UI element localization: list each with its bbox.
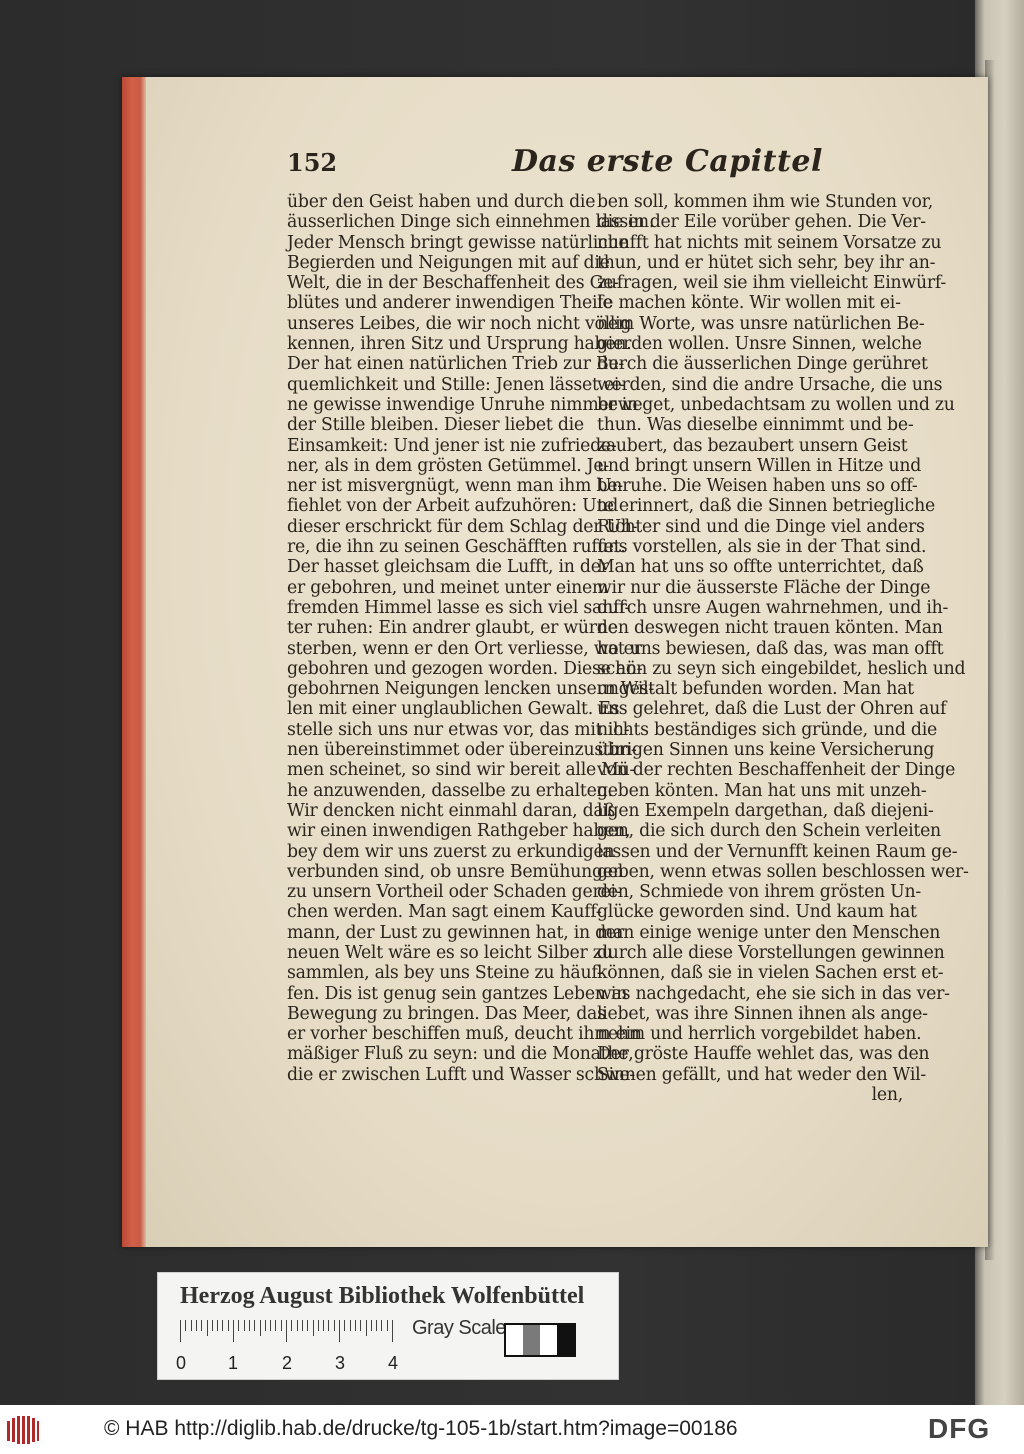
ruler-tick [191, 1320, 192, 1331]
text-line: mäßiger Fluß zu seyn: und die Monathe, [287, 1044, 634, 1065]
ruler-tick [270, 1320, 271, 1331]
text-line: gebohrnen Neigungen lencken unsern Wil- [287, 679, 654, 700]
ruler-tick [228, 1320, 229, 1331]
text-line: kennen, ihren Sitz und Ursprung haben. [287, 334, 632, 355]
page-header [287, 142, 847, 182]
text-line: durch alle diese Vorstellungen gewinnen [597, 942, 945, 963]
ruler-digit: 1 [228, 1353, 239, 1373]
text-line: men scheinet, so sind wir bereit alle Mü- [287, 760, 636, 781]
ruler-tick [318, 1320, 319, 1331]
text-line: bey dem wir uns zuerst zu erkundigen [287, 841, 615, 862]
text-line: len mit einer unglaublichen Gewalt. Es [287, 699, 620, 720]
ruler-tick [344, 1320, 345, 1331]
red-page-edge [122, 77, 148, 1247]
ruler-tick [281, 1320, 282, 1331]
text-line: glücke geworden sind. Und kaum hat [597, 902, 917, 923]
text-line: sterben, wenn er den Ort verliesse, wo er [287, 638, 642, 659]
text-line: liebet, was ihre Sinnen ihnen als ange- [597, 1003, 928, 1024]
grayscale-label: Gray Scale [412, 1317, 506, 1339]
ruler-tick [260, 1320, 261, 1336]
text-line: thun, und er hütet sich sehr, bey ihr an- [597, 252, 936, 273]
ruler-tick [350, 1320, 351, 1331]
text-line: chen werden. Man sagt einem Kauff- [287, 902, 602, 923]
text-line: über den Geist haben und durch die [287, 192, 596, 212]
text-line: äusserlichen Dinge sich einnehmen lassen. [287, 212, 655, 233]
ruler-tick [180, 1320, 181, 1342]
text-line: ben soll, kommen ihm wie Stunden vor, [597, 192, 934, 212]
text-line: verbunden sind, ob unsre Bemühungen [287, 861, 624, 882]
text-line: Welt, die in der Beschaffenheit des Ge- [287, 273, 619, 294]
text-line: unseres Leibes, die wir noch nicht völlig [287, 313, 632, 334]
text-line: beweget, unbedachtsam zu wollen und zu [597, 394, 955, 415]
ruler-tick [334, 1320, 335, 1331]
text-line: Unruhe. Die Weisen haben uns so off- [597, 476, 918, 497]
text-line: zu unsern Vortheil oder Schaden gerei- [287, 882, 622, 903]
text-line: geben könten. Man hat uns mit unzeh- [597, 780, 927, 801]
text-line: gierden wollen. Unsre Sinnen, welche [597, 334, 922, 355]
text-line: ungestalt befunden worden. Man hat [597, 679, 914, 700]
gray-white [506, 1325, 523, 1355]
ruler-digit: 2 [282, 1353, 293, 1373]
ruler-tick [233, 1320, 234, 1342]
text-line: durch unsre Augen wahrnehmen, und ih- [597, 597, 949, 618]
text-line: re, die ihn zu seinen Geschäfften ruffet. [287, 537, 626, 558]
text-line: von der rechten Beschaffenheit der Dinge [597, 760, 956, 781]
ruler-tick [207, 1320, 208, 1336]
ruler-tick [381, 1320, 382, 1331]
text-line: Einsamkeit: Und jener ist nie zufriede- [287, 435, 617, 456]
text-line: lassen und der Vernunfft keinen Raum ge- [597, 841, 958, 862]
text-line: er gebohren, und meinet unter einem [287, 577, 609, 598]
text-line: Sinnen gefällt, und hat weder den Wil- [597, 1064, 926, 1085]
text-line: übrigen Sinnen uns keine Versicherung [597, 740, 935, 761]
page-number: 152 [287, 148, 338, 177]
text-column-left [287, 192, 655, 1085]
text-line: ner, als in dem grösten Getümmel. Je- [287, 455, 609, 476]
text-line: gen, die sich durch den Schein verleiten [597, 821, 941, 842]
text-line: fremden Himmel lasse es sich viel sanff- [287, 597, 631, 618]
gray-black [557, 1325, 574, 1355]
text-line: und bringt unsern Willen in Hitze und [597, 455, 922, 476]
text-line: hat uns bewiesen, daß das, was man offt [597, 638, 944, 659]
text-line: der Stille bleiben. Dieser liebet die [287, 415, 584, 436]
ruler-tick [328, 1320, 329, 1331]
ruler-tick [254, 1320, 255, 1331]
footer-bar [0, 1405, 1024, 1454]
text-line: werden, sind die andre Ursache, die uns [597, 374, 943, 395]
text-line: Begierden und Neigungen mit auf die [287, 252, 610, 273]
ruler-scale [180, 1320, 390, 1342]
text-line: fe machen könte. Wir wollen mit ei- [597, 293, 901, 314]
text-line: Der gröste Hauffe wehlet das, was den [597, 1044, 930, 1065]
gray-mid [523, 1325, 540, 1355]
text-line: wir nur die äusserste Fläche der Dinge [597, 577, 931, 598]
ruler-tick [286, 1320, 287, 1342]
text-line: Jeder Mensch bringt gewisse natürliche [287, 232, 629, 253]
ruler-tick [307, 1320, 308, 1331]
text-line: blütes und anderer inwendigen Theile [287, 293, 613, 314]
ruler-tick [339, 1320, 340, 1342]
ruler-digit: 4 [388, 1353, 399, 1373]
text-line: Richter sind und die Dinge viel anders [597, 516, 925, 537]
ruler-tick [244, 1320, 245, 1331]
ruler-tick [297, 1320, 298, 1331]
text-line: nunfft hat nichts mit seinem Vorsatze zu [597, 232, 942, 253]
text-line: Der hat einen natürlichen Trieb zur Be- [287, 354, 625, 375]
text-line: er vorher beschiffen muß, deucht ihm ein [287, 1024, 642, 1045]
text-line: nem Worte, was unsre natürlichen Be- [597, 313, 925, 334]
text-line: schön zu seyn sich eingebildet, heslich und [597, 658, 966, 679]
text-line: man einige wenige unter den Menschen [597, 922, 941, 943]
book-page [122, 77, 988, 1247]
text-line: stelle sich uns nur etwas vor, das mit ih- [287, 719, 630, 740]
ruler-tick [387, 1320, 388, 1331]
ruler-tick [185, 1320, 186, 1331]
ruler-tick [238, 1320, 239, 1331]
text-line: nen deswegen nicht trauen könten. Man [597, 618, 943, 639]
text-line: uns gelehret, daß die Lust der Ohren auf [597, 699, 947, 720]
text-line: neuen Welt wäre es so leicht Silber zu [287, 942, 613, 963]
ruler-digit: 3 [335, 1353, 346, 1373]
library-name: Herzog August Bibliothek Wolfenbüttel [180, 1283, 585, 1309]
ruler-tick [291, 1320, 292, 1331]
text-line: wir einen inwendigen Rathgeber haben, [287, 821, 631, 842]
text-line: durch die äusserlichen Dinge gerühret [597, 354, 928, 375]
text-line: dieser erschrickt für dem Schlag der Uh- [287, 516, 638, 537]
text-line: ner ist misvergnügt, wenn man ihm be- [287, 476, 623, 497]
ruler-tick [196, 1320, 197, 1331]
ruler-tick [275, 1320, 276, 1331]
ruler-tick [302, 1320, 303, 1331]
ruler-tick [376, 1320, 377, 1331]
ruler-tick [392, 1320, 393, 1342]
footer-link[interactable]: © HAB http://diglib.hab.de/drucke/tg-105-1b/start.htm?image=00186 [104, 1417, 738, 1440]
dfg-logo: DFG [928, 1413, 991, 1444]
text-column-right [597, 192, 969, 1106]
hab-logo-icon [6, 1415, 40, 1445]
text-line: können, daß sie in vielen Sachen erst et- [597, 963, 944, 984]
text-line: Der hasset gleichsam die Lufft, in der [287, 557, 609, 578]
ruler-tick [201, 1320, 202, 1331]
text-line: uns vorstellen, als sie in der That sind. [597, 537, 927, 558]
grayscale-swatch [504, 1323, 576, 1357]
text-line: mann, der Lust zu gewinnen hat, in der [287, 922, 624, 943]
text-line: geben, wenn etwas sollen beschlossen wer- [597, 861, 969, 882]
text-line: zufragen, weil sie ihm vielleicht Einwürf- [597, 273, 946, 294]
text-line: Bewegung zu bringen. Das Meer, das [287, 1003, 606, 1024]
text-line: ne gewisse inwendige Unruhe nimmer in [287, 394, 638, 415]
text-line: ter ruhen: Ein andrer glaubt, er würde [287, 618, 618, 639]
ruler-tick [249, 1320, 250, 1331]
text-line: Wir dencken nicht einmahl daran, daß [287, 800, 615, 821]
ruler-tick [212, 1320, 213, 1331]
ruler-tick [222, 1320, 223, 1331]
text-line: quemlichkeit und Stille: Jenen lässet ei- [287, 374, 625, 395]
ruler-tick [323, 1320, 324, 1331]
running-title: Das erste Capittel [512, 144, 823, 179]
text-line: zaubert, das bezaubert unsern Geist [597, 435, 908, 456]
text-line: Man hat uns so offte unterrichtet, daß [597, 557, 924, 578]
text-line: fiehlet von der Arbeit aufzuhören: Und [287, 496, 619, 517]
text-line: die er zwischen Lufft und Wasser schwe- [287, 1064, 635, 1085]
text-line: nen übereinstimmet oder übereinzustim- [287, 740, 637, 761]
text-line: ligen Exempeln dargethan, daß diejeni- [597, 800, 934, 821]
text-line: fen. Dis ist genug sein gantzes Leben in [287, 983, 628, 1004]
text-line: nichts beständiges sich gründe, und die [597, 719, 937, 740]
ruler-digit: 0 [176, 1353, 187, 1373]
ruler-tick [313, 1320, 314, 1336]
text-line: nehm und herrlich vorgebildet haben. [597, 1024, 922, 1045]
ruler-tick [217, 1320, 218, 1331]
text-line: was nachgedacht, ehe sie sich in das ver- [597, 983, 950, 1004]
ruler-tick [366, 1320, 367, 1336]
ruler-tick [360, 1320, 361, 1331]
text-line: den, Schmiede von ihrem grösten Un- [597, 882, 921, 903]
text-line: thun. Was dieselbe einnimmt und be- [597, 415, 914, 436]
library-scale-card [157, 1272, 619, 1380]
gray-light [540, 1325, 557, 1355]
text-line: he anzuwenden, dasselbe zu erhalten. [287, 780, 613, 801]
ruler-tick [355, 1320, 356, 1331]
text-line: die in der Eile vorüber gehen. Die Ver- [597, 212, 926, 233]
text-line: te erinnert, daß die Sinnen betriegliche [597, 496, 935, 517]
ruler-tick [371, 1320, 372, 1331]
text-line: sammlen, als bey uns Steine zu häuf- [287, 963, 603, 984]
ruler-tick [265, 1320, 266, 1331]
catchword: len, [871, 1085, 903, 1106]
text-line: gebohren und gezogen worden. Diese an- [287, 658, 643, 679]
